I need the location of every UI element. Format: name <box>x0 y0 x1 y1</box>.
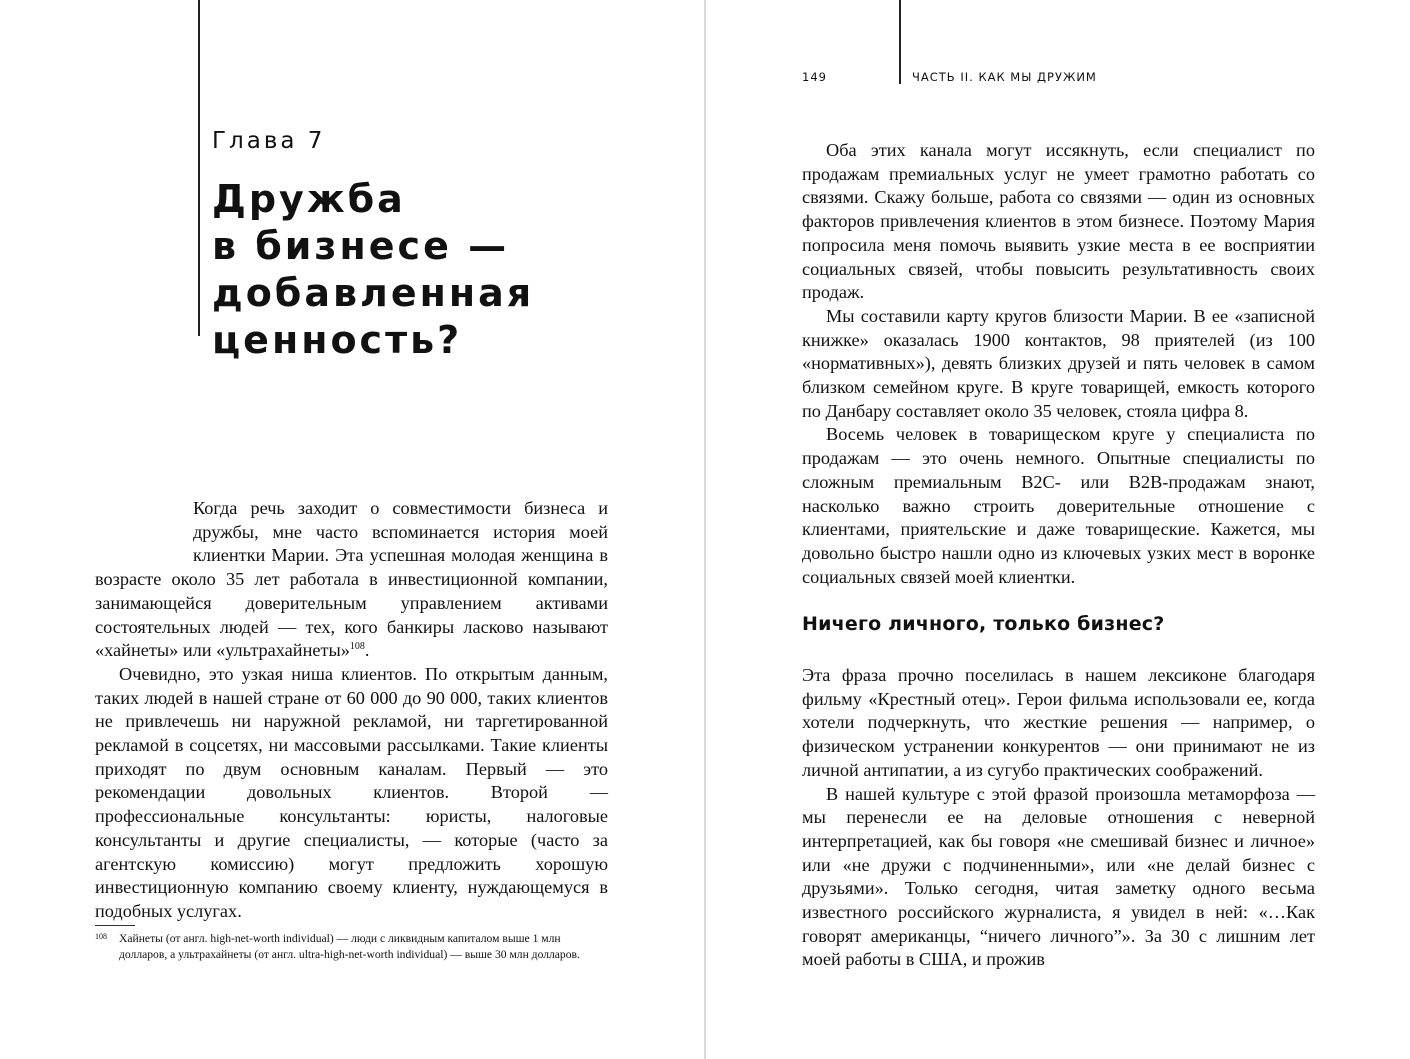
page-number: 149 <box>802 70 827 84</box>
right-body-text-top <box>802 139 1315 589</box>
left-page <box>0 0 704 1059</box>
footnote-divider <box>95 925 135 926</box>
right-page <box>706 0 1410 1059</box>
footnote-ref: 108 <box>349 641 365 653</box>
paragraph: Эта фраза прочно поселилась в нашем лексиконе благодаря фильму «Крестный отец». Герои фильма использовали ее, когда хотели подчеркнуть, что жесткие решения — например, о физическом устранении конкурентов — они принимают не из личной антипатии, а из сугубо практических соображений. <box>802 665 1315 780</box>
paragraph: Оба этих канала могут иссякнуть, если специалист по продажам премиальных услуг не умеет грамотно работать со связями. Скажу больше, работа со связями — один из основных факторов привлечения клиентов в этом бизнесе. Поэтому Мария попросила меня помочь выявить узкие места в ее восприятии социальных связей, чтобы повысить результативность своих продаж. <box>802 140 1315 303</box>
right-body-text-bottom <box>802 664 1315 972</box>
header-vertical-rule <box>899 0 901 84</box>
footnote-number: 108 <box>95 932 107 941</box>
chapter-title <box>212 176 652 364</box>
chapter-title-line: в бизнесе — <box>212 224 510 268</box>
footnote <box>95 931 608 962</box>
footnote-text: Хайнеты (от англ. high-net-worth individual) — люди с ликвидным капиталом выше 1 млн долларов, а ультрахайнеты (от англ. ultra-high-net-worth individual) — выше 30 млн долларов. <box>119 932 580 961</box>
running-head: ЧАСТЬ II. КАК МЫ ДРУЖИМ <box>912 70 1097 84</box>
chapter-label: Глава 7 <box>212 128 326 154</box>
section-heading: Ничего личного, только бизнес? <box>802 613 1165 635</box>
chapter-vertical-rule <box>198 0 200 336</box>
paragraph: Очевидно, это узкая ниша клиентов. По открытым данным, таких людей в нашей стране от 60 000 до 90 000, таких клиентов не привлечешь ни наружной рекламой, ни таргетированной рекламой в соцсетях, ни массовыми рассылками. Такие клиенты приходят по двум основным каналам. Первый — это рекомендации довольных клиентов. Второй — профессиональные консультанты: юристы, налоговые консультанты и другие специалисты, — которые (часто за агентскую комиссию) могут предложить хорошую инвестиционную компанию своему клиенту, нуждающемуся в подобных услугах. <box>95 663 608 921</box>
chapter-title-line: Дружба <box>212 177 406 221</box>
paragraph: Восемь человек в товарищеском круге у специалиста по продажам — это очень немного. Опытные специалисты по сложным премиальным B2C- или B2B-продажам знают, насколько важно строить доверительные отношение с клиентами, приятельские и даже товарищеские. Кажется, мы довольно быстро нашли одно из ключевых узких мест в воронке социальных связей моей клиентки. <box>802 424 1315 587</box>
paragraph: В нашей культуре с этой фразой произошла метаморфоза — мы перенесли ее на деловые отношения с неверной интерпретацией, как бы говоря «не смешивай бизнес и личное» или «не дружи с подчиненными», или «не делай бизнес с друзьями». Только сегодня, читая заметку одного весьма известного российского журналиста, я увидел в ней: «…Как говорят американцы, “ничего личного”». За 30 с лишним лет моей работы в США, и прожив <box>802 783 1315 970</box>
left-body-text <box>95 497 608 924</box>
paragraph: Когда речь заходит о совместимости бизнеса и дружбы, мне часто вспоминается история моей клиентки Марии. Эта успешная молодая женщина в возрасте около 35 лет работала в инвестиционной компании, занимающейся доверительным управлением активами состоятельных людей — тех, кого банкиры ласково называют «хайнеты» или «ультрахайнеты»$^{108}$. <box>95 498 608 661</box>
chapter-title-line: ценность? <box>212 318 463 362</box>
chapter-title-line: добавленная <box>212 271 535 315</box>
paragraph: Мы составили карту кругов близости Марии. В ее «записной книжке» оказалась 1900 контактов, 98 приятелей (из 100 «нормативных»), девять близких друзей и пять человек в самом близком семейном круге. В круге товарищей, емкость которого по Данбару составляет около 35 человек, стояла цифра 8. <box>802 305 1315 421</box>
